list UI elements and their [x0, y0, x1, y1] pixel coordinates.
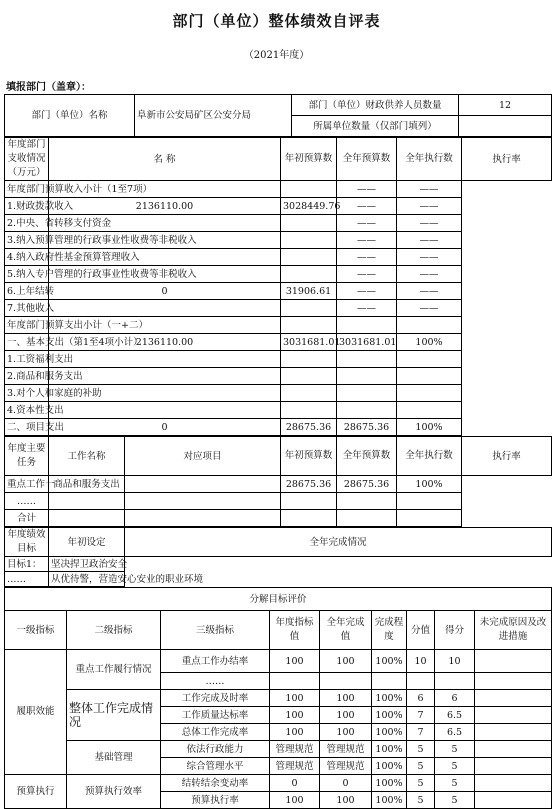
eval-col-l3: 三级指标	[161, 611, 270, 650]
goal-row	[5, 557, 552, 572]
eval-row-got	[435, 673, 475, 690]
info-table	[4, 94, 552, 137]
budget-row-plan	[49, 368, 281, 385]
eval-l2-exec: 预算执行效率	[67, 775, 161, 809]
budget-row	[5, 402, 552, 419]
eval-l1-performance: 履职效能	[5, 650, 67, 775]
eval-col-l1: 一级指标	[5, 611, 67, 650]
eval-row-done: 100	[320, 650, 372, 673]
eval-row	[5, 650, 552, 673]
budget-row-exec	[337, 368, 397, 385]
task-table	[4, 436, 552, 527]
eval-row-l3: 工作质量达标率	[161, 707, 270, 724]
eval-row-target: 100	[270, 792, 320, 809]
budget-row-full	[281, 181, 337, 198]
eval-l2-key: 重点工作履行情况	[67, 650, 161, 690]
budget-row-plan: 2136110.00	[49, 334, 281, 351]
eval-row-got: 5	[435, 792, 475, 809]
goal-row-full: 从优待警，营造安心安业的职业环境	[49, 572, 125, 587]
budget-row-full	[281, 402, 337, 419]
eval-row-got: 6	[435, 690, 475, 707]
eval-row-score: 6	[407, 690, 435, 707]
goal-row-initial: 目标1：	[5, 557, 49, 572]
goal-col-full: 全年完成情况	[125, 528, 552, 557]
eval-row-score: 5	[407, 741, 435, 758]
budget-row-full	[281, 266, 337, 283]
eval-row-degree	[372, 673, 407, 690]
staff-value: 12	[459, 95, 552, 116]
task-row	[5, 493, 552, 510]
budget-row-name: 6.上年结转	[5, 283, 49, 300]
budget-row-exec: ——	[337, 198, 397, 215]
eval-row-target: 100	[270, 690, 320, 707]
budget-row-exec	[337, 351, 397, 368]
eval-row-target: 100	[270, 724, 320, 741]
budget-row-full	[281, 300, 337, 317]
budget-row	[5, 300, 552, 317]
eval-row-l3: 依法行政能力	[161, 741, 270, 758]
budget-row	[5, 232, 552, 249]
task-row-item: 商品和服务支出	[49, 476, 125, 493]
task-row-rate: 100%	[397, 476, 462, 493]
goal-row-full: 坚决捍卫政治安全	[49, 557, 125, 572]
eval-col-score: 分值	[407, 611, 435, 650]
eval-col-done: 全年完成值	[320, 611, 372, 650]
eval-row-degree: 100%	[372, 792, 407, 809]
eval-row-done: 管理规范	[320, 741, 372, 758]
dept-label: 部门（单位）名称	[5, 95, 135, 137]
goal-side-label: 年度绩效目标	[5, 528, 49, 557]
budget-row-plan	[49, 402, 281, 419]
task-row	[5, 476, 552, 493]
budget-row	[5, 385, 552, 402]
budget-row-plan	[49, 300, 281, 317]
task-row-rate	[397, 510, 462, 527]
eval-row-score: 5	[407, 758, 435, 775]
eval-table	[4, 587, 552, 809]
budget-row-name: 5.纳入专户管理的行政事业性收费等非税收入	[5, 266, 49, 283]
budget-row	[5, 351, 552, 368]
eval-row-degree: 100%	[372, 758, 407, 775]
budget-row-name: 3.纳入预算管理的行政事业性收费等非税收入	[5, 232, 49, 249]
task-row-item	[49, 493, 125, 510]
eval-row-reason	[475, 650, 552, 673]
task-row-full	[281, 510, 337, 527]
eval-col-l2: 二级指标	[67, 611, 161, 650]
eval-row-got: 5	[435, 758, 475, 775]
eval-row-degree: 100%	[372, 707, 407, 724]
budget-row-full	[281, 232, 337, 249]
budget-row-rate	[397, 317, 462, 334]
eval-row-degree: 100%	[372, 741, 407, 758]
budget-col-full: 全年预算数	[337, 138, 397, 181]
eval-row-reason	[475, 758, 552, 775]
budget-row-rate: ——	[397, 215, 462, 232]
eval-row-reason	[475, 792, 552, 809]
task-row-plan	[125, 476, 281, 493]
staff-label: 部门（单位）财政供养人员数量	[292, 95, 459, 116]
eval-row-l3: 综合管理水平	[161, 758, 270, 775]
task-row-exec	[337, 510, 397, 527]
eval-row-done: 100	[320, 690, 372, 707]
eval-row-score: 5	[407, 775, 435, 792]
task-row-full: 28675.36	[281, 476, 337, 493]
eval-col-reason: 未完成原因及改进措施	[475, 611, 552, 650]
eval-row-done: 100	[320, 707, 372, 724]
eval-row	[5, 690, 552, 707]
eval-row-l3: 结转结余变动率	[161, 775, 270, 792]
task-row-work: 合计	[5, 510, 49, 527]
eval-row-done	[320, 673, 372, 690]
eval-row-score: 10	[407, 650, 435, 673]
unit-label: 填报部门（盖章）：	[6, 82, 91, 93]
budget-row-rate	[397, 351, 462, 368]
goal-table	[4, 527, 552, 587]
eval-row-degree: 100%	[372, 650, 407, 673]
budget-row-rate: ——	[397, 266, 462, 283]
budget-row-full	[281, 385, 337, 402]
eval-row-target	[270, 673, 320, 690]
budget-row-full	[281, 215, 337, 232]
eval-row-reason	[475, 707, 552, 724]
eval-row-reason	[475, 724, 552, 741]
eval-l1-budget: 预算执行	[5, 775, 67, 809]
budget-row-plan	[49, 351, 281, 368]
eval-row-got: 5	[435, 775, 475, 792]
budget-row	[5, 181, 552, 198]
budget-row-rate: ——	[397, 283, 462, 300]
budget-col-rate: 执行率	[462, 138, 552, 181]
budget-row-exec: ——	[337, 215, 397, 232]
budget-row-rate: ——	[397, 198, 462, 215]
budget-row-full: 3028449.76	[281, 198, 337, 215]
task-row-full	[281, 493, 337, 510]
budget-row	[5, 368, 552, 385]
budget-row-full: 3031681.01	[281, 334, 337, 351]
eval-row-l3: ……	[161, 673, 270, 690]
task-col-work: 工作名称	[49, 437, 125, 476]
budget-row-rate: ——	[397, 300, 462, 317]
budget-row-full	[281, 368, 337, 385]
eval-row-degree: 100%	[372, 690, 407, 707]
eval-col-degree: 完成程度	[372, 611, 407, 650]
goal-row-initial: ……	[5, 572, 49, 587]
budget-row-exec: 28675.36	[337, 419, 397, 436]
eval-row-done: 100	[320, 792, 372, 809]
budget-row-name: 年度部门预算收入小计（1至7项）	[5, 181, 49, 198]
eval-row-score	[407, 673, 435, 690]
goal-col-initial: 年初设定	[49, 528, 125, 557]
subunit-value	[459, 116, 552, 137]
budget-row-name: 二、项目支出	[5, 419, 49, 436]
eval-row-score: 5	[407, 792, 435, 809]
eval-row-target: 0	[270, 775, 320, 792]
eval-row-got: 6.5	[435, 724, 475, 741]
budget-row-exec	[337, 402, 397, 419]
eval-row-score: 7	[407, 707, 435, 724]
task-row	[5, 510, 552, 527]
goal-row	[5, 572, 552, 587]
budget-row-name: 1.工资福利支出	[5, 351, 49, 368]
task-row-plan	[125, 493, 281, 510]
task-row-plan	[125, 510, 281, 527]
budget-row-exec: ——	[337, 283, 397, 300]
eval-l2-basic: 基础管理	[67, 741, 161, 775]
budget-row-full: 28675.36	[281, 419, 337, 436]
task-row-work: ……	[5, 493, 49, 510]
budget-row-name: 2.中央、省转移支付资金	[5, 215, 49, 232]
eval-row-l3: 工作完成及时率	[161, 690, 270, 707]
eval-row-got: 5	[435, 741, 475, 758]
task-row-item	[49, 510, 125, 527]
budget-row	[5, 215, 552, 232]
eval-row-target: 管理规范	[270, 758, 320, 775]
eval-col-got: 得分	[435, 611, 475, 650]
budget-row-rate: ——	[397, 181, 462, 198]
budget-row-exec: ——	[337, 300, 397, 317]
budget-row-plan: 2136110.00	[49, 198, 281, 215]
task-col-full: 全年预算数	[337, 437, 397, 476]
eval-row-degree: 100%	[372, 775, 407, 792]
eval-row-target: 100	[270, 650, 320, 673]
budget-row-rate: ——	[397, 249, 462, 266]
budget-row-rate	[397, 402, 462, 419]
budget-row-rate: 100%	[397, 419, 462, 436]
budget-side-label: 年度部门支收情况（万元）	[5, 138, 49, 181]
budget-row-rate	[397, 385, 462, 402]
eval-row-l3: 总体工作完成率	[161, 724, 270, 741]
task-row-exec	[337, 493, 397, 510]
budget-row-plan: 0	[49, 419, 281, 436]
eval-col-target: 年度指标值	[270, 611, 320, 650]
eval-row-l3: 预算执行率	[161, 792, 270, 809]
task-col-plan: 年初预算数	[281, 437, 337, 476]
budget-row-exec: ——	[337, 181, 397, 198]
eval-row-l3: 重点工作办结率	[161, 650, 270, 673]
eval-title: 分解目标评价	[5, 588, 552, 611]
budget-row-name: 3.对个人和家庭的补助	[5, 385, 49, 402]
budget-col-exec: 全年执行数	[397, 138, 462, 181]
budget-row-name: 一、基本支出（第1至4项小计）	[5, 334, 49, 351]
budget-row-exec	[337, 317, 397, 334]
budget-row-rate	[397, 368, 462, 385]
budget-row-full: 31906.61	[281, 283, 337, 300]
eval-row-degree: 100%	[372, 724, 407, 741]
task-col-item: 对应项目	[125, 437, 281, 476]
subunit-label: 所属单位数量（仅部门填列）	[292, 116, 459, 137]
budget-row-rate: ——	[397, 232, 462, 249]
budget-row-name: 4.资本性支出	[5, 402, 49, 419]
budget-row-exec: ——	[337, 249, 397, 266]
eval-row-score: 7	[407, 724, 435, 741]
eval-row-reason	[475, 690, 552, 707]
eval-row-done: 100	[320, 724, 372, 741]
budget-row-exec	[337, 385, 397, 402]
budget-row-plan: 0	[49, 283, 281, 300]
eval-row-done: 0	[320, 775, 372, 792]
eval-row-target: 管理规范	[270, 741, 320, 758]
budget-row-name: 2.商品和服务支出	[5, 368, 49, 385]
budget-row-name: 4.纳入政府性基金预算管理收入	[5, 249, 49, 266]
eval-row-reason	[475, 775, 552, 792]
eval-row-target: 100	[270, 707, 320, 724]
budget-col-name: 名 称	[49, 138, 281, 181]
budget-row	[5, 419, 552, 436]
task-row-exec: 28675.36	[337, 476, 397, 493]
budget-row-name: 7.其他收入	[5, 300, 49, 317]
budget-row-exec: 3031681.01	[337, 334, 397, 351]
eval-row-done: 管理规范	[320, 758, 372, 775]
budget-row	[5, 334, 552, 351]
budget-row	[5, 198, 552, 215]
budget-table	[4, 137, 552, 436]
budget-row	[5, 249, 552, 266]
eval-row-got: 6.5	[435, 707, 475, 724]
eval-l2-overall: 整体工作完成情况	[67, 690, 161, 741]
report-year: （2021年度）	[243, 50, 310, 61]
budget-row	[5, 283, 552, 300]
budget-row-full	[281, 317, 337, 334]
budget-row-exec: ——	[337, 266, 397, 283]
eval-row	[5, 741, 552, 758]
task-side-label: 年度主要任务	[5, 437, 49, 476]
budget-row	[5, 266, 552, 283]
task-col-rate: 执行率	[462, 437, 552, 476]
budget-row-name: 年度部门预算支出小计（一+二）	[5, 317, 49, 334]
budget-col-plan: 年初预算数	[281, 138, 337, 181]
budget-row-exec: ——	[337, 232, 397, 249]
eval-row-reason	[475, 741, 552, 758]
budget-row-full	[281, 351, 337, 368]
page-title: 部门（单位）整体绩效自评表	[172, 12, 381, 30]
budget-row-name: 1.财政拨款收入	[5, 198, 49, 215]
eval-row	[5, 775, 552, 792]
task-col-exec: 全年执行数	[397, 437, 462, 476]
dept-value: 阜新市公安局矿区公安分局	[135, 95, 292, 137]
eval-row-got: 10	[435, 650, 475, 673]
task-row-rate	[397, 493, 462, 510]
budget-row-full	[281, 249, 337, 266]
task-row-work: 重点工作一	[5, 476, 49, 493]
eval-row-reason	[475, 673, 552, 690]
budget-row	[5, 317, 552, 334]
evaluation-form	[4, 94, 551, 809]
budget-row-rate: 100%	[397, 334, 462, 351]
